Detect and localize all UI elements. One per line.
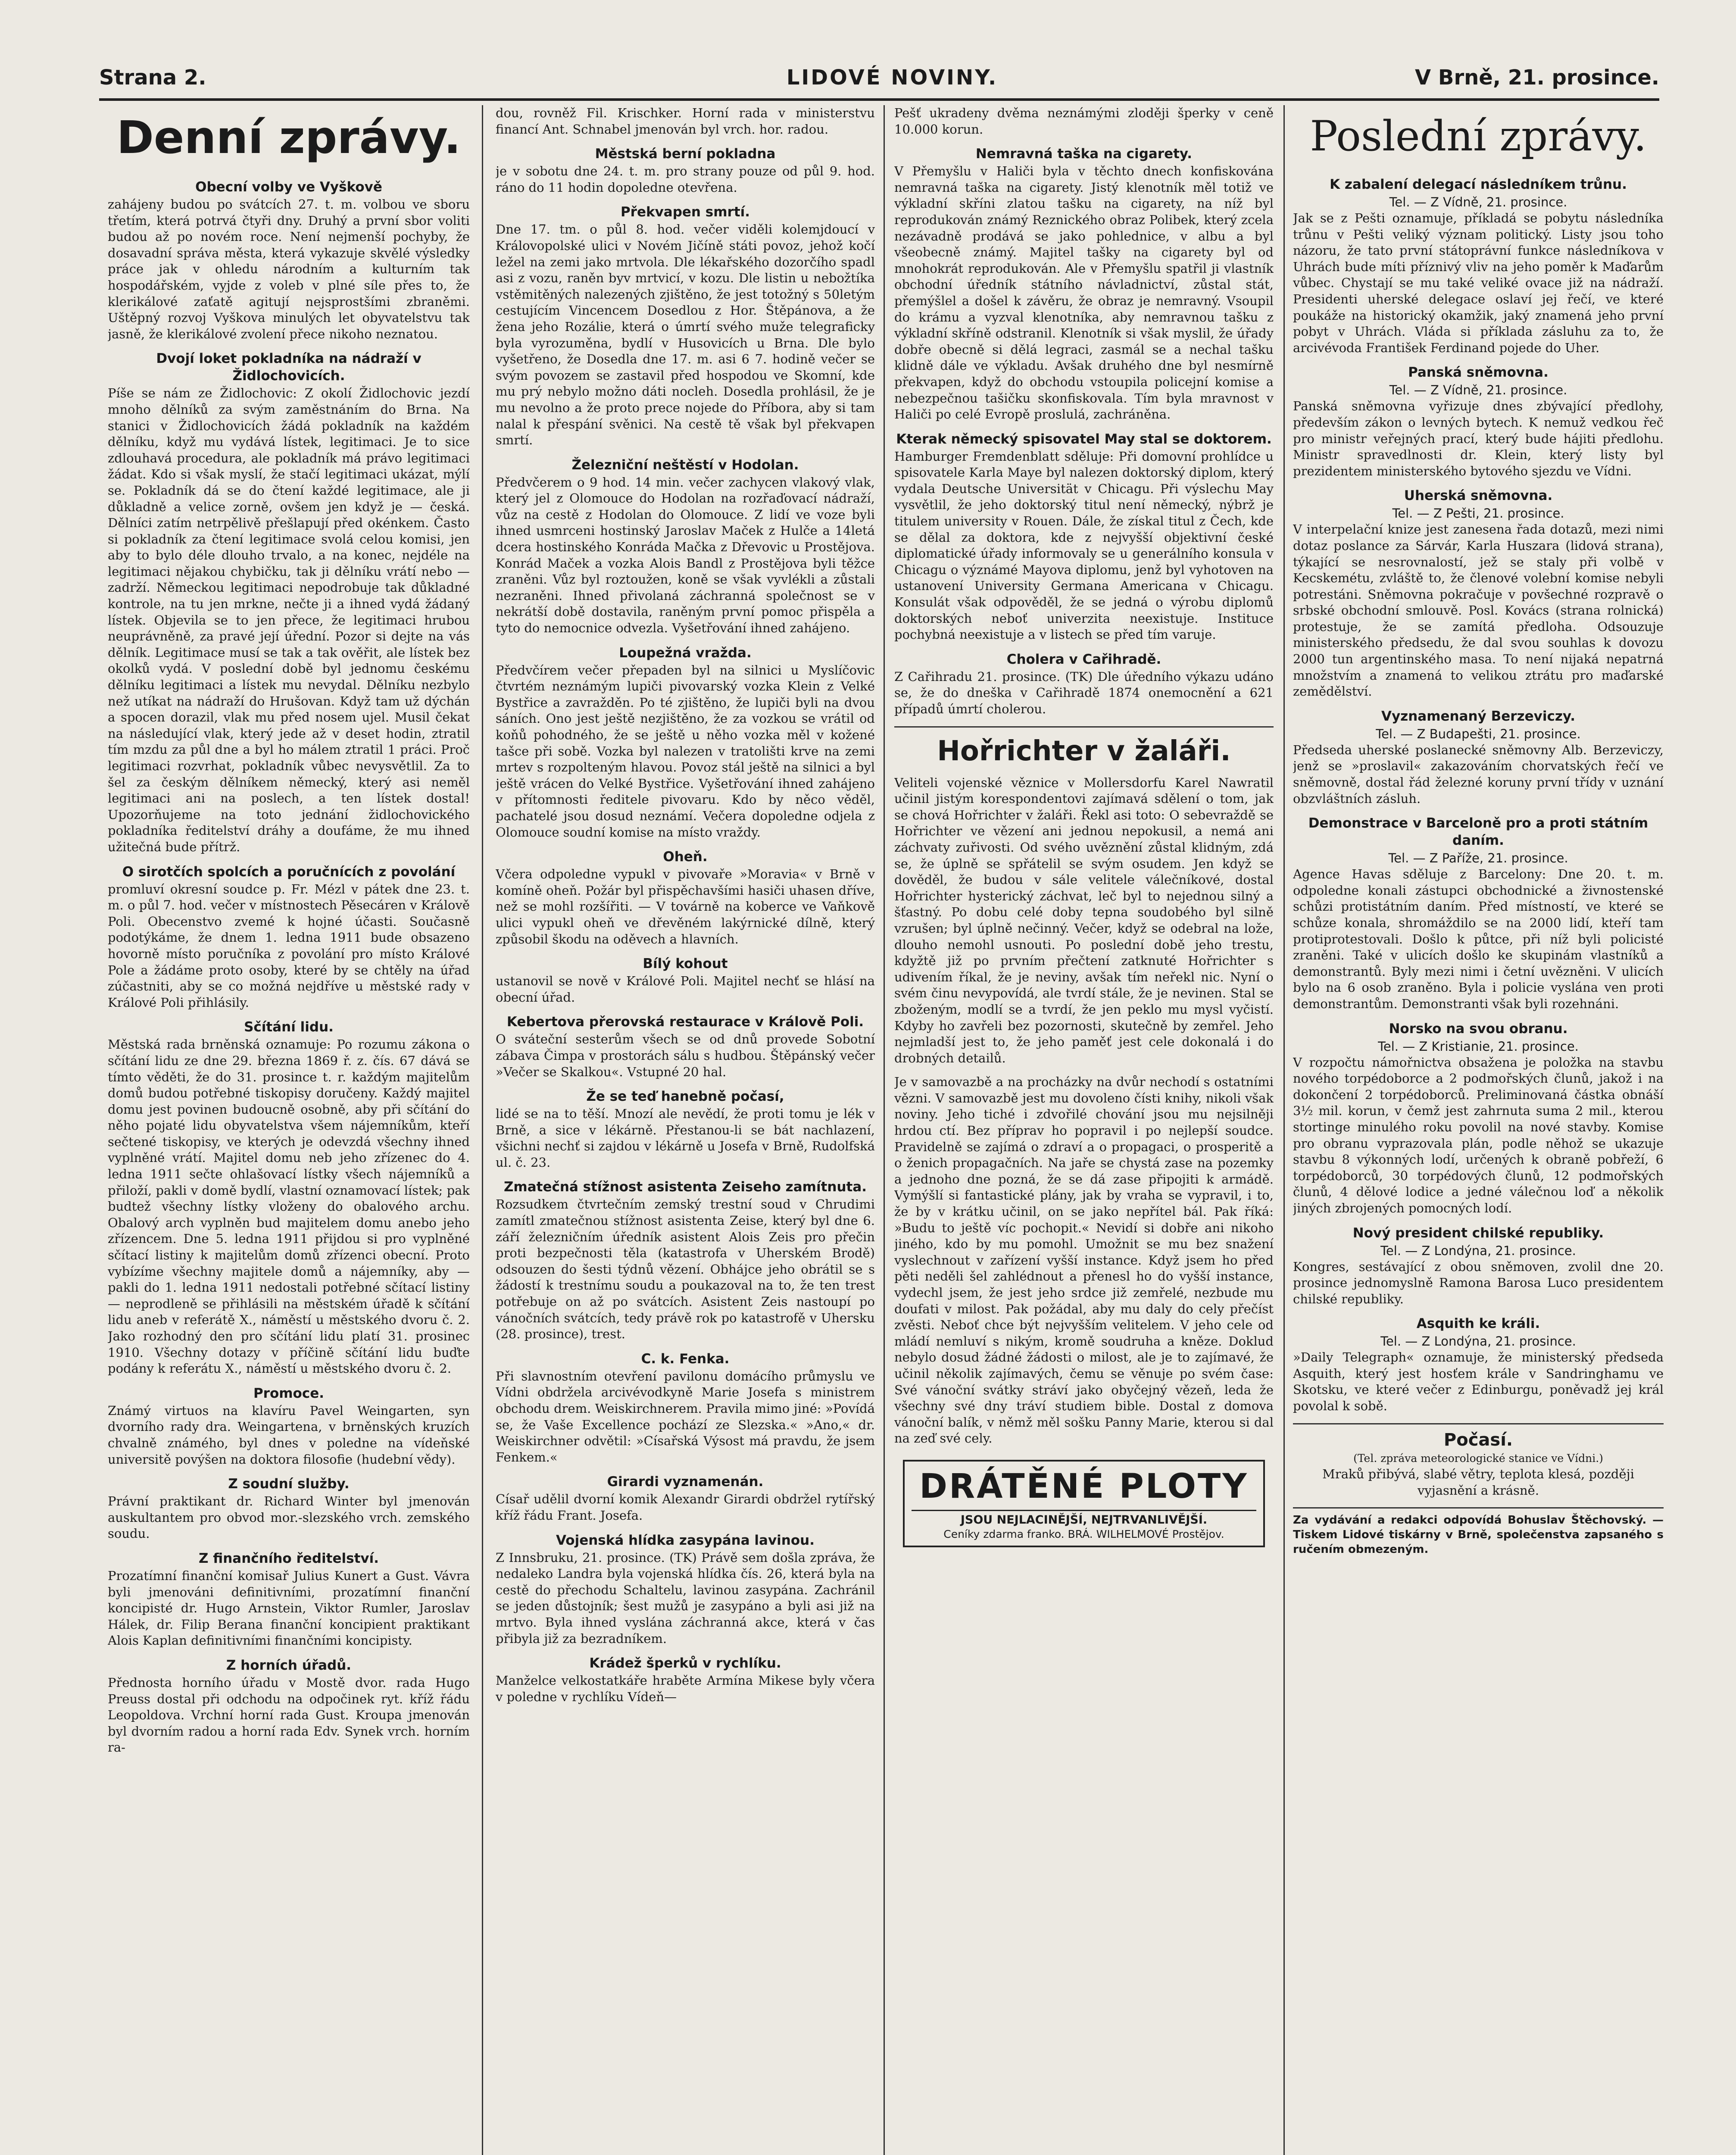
article-dateline: Tel. — Z Paříže, 21. prosince. <box>1388 851 1568 866</box>
article-headline: Nový president chilské republiky. <box>1352 1225 1604 1241</box>
advertisement-headline: DRÁTĚNÉ PLOTY <box>919 1467 1249 1506</box>
article <box>496 145 875 196</box>
article-body: Císař udělil dvorní komik Alexandr Girardi obdržel rytířský kříž řádu Frant. Josefa. <box>496 1492 875 1523</box>
masthead-rule <box>99 98 1659 101</box>
article-headline: Zmatečná stížnost asistenta Zeiseho zamítnuta. <box>503 1179 867 1195</box>
article <box>894 651 1274 718</box>
article-body: Právní praktikant dr. Richard Winter byl jmenován auskultantem pro obvod mor.-slezského vrch. zemského soudu. <box>108 1494 470 1541</box>
article-headline: Vyznamenaný Berzeviczy. <box>1381 708 1575 724</box>
article-dateline: Tel. — Z Londýna, 21. prosince. <box>1380 1334 1576 1349</box>
article-headline: Bílý kohout <box>643 956 728 972</box>
article-headline: Loupežná vražda. <box>619 645 752 661</box>
masthead <box>99 65 1659 95</box>
article-body: Předvčírem večer přepaden byl na silnici u Myslíčovic čtvrtém neznámým lupiči pivovarský vozka Klein z Velké Bystřice a zavražděn. Po té zjištěno, že lupiči byli na dvou sáních. Ono jest ještě nezjištěno, že za vozkou se vrátil od koňů pohodného, že se ještě u něho vozka měl v kožené tašce při sobě. Vozka byl nalezen v tratolišti krve na zemi mrtev s rozpolteným hlavou. Povoz stál ještě na silnici a byl ještě vrácen do Velké Bystřice. Vyšetřování ihned zahájeno v přítomnosti ředitele pivovaru. Kdo by něco věděl, pachatelé jsou dosud neznámí. Večera dopoledne odjela z Olomouce soudní komise na místo vraždy. <box>496 662 875 840</box>
article <box>894 726 1274 1067</box>
article-body: Včera odpoledne vypukl v pivovaře »Moravia« v Brně v komíně oheň. Požár byl přispěchavšími hasiči uhasen dříve, než se mohl rozšířiti. — V továrně na koberce ve Vaňkově ulici vypukl oheň ve dřevěném lakýrnické dílně, který způsobil škodu na oděvech a hlavních. <box>496 867 875 946</box>
article <box>894 105 1274 137</box>
article-headline: Z horních úřadů. <box>226 1657 352 1673</box>
article <box>108 350 470 855</box>
article-body: Dne 17. tm. o půl 8. hod. večer viděli kolemjdoucí v Královopolské ulici v Novém Jičíně státi povoz, jehož kočí ležel na zemi jako mrtvola. Dle lékařského dozorčího spadl asi z vozu, raněn byv mrtvicí, v kozu. Dle listin u nebožtíka vstěmitěných nalezených zjištěno, že jest totožný s 50letým cestujícím Vincencem Dosedlou z Hor. Štěpánova, a že žena jeho Rozálie, která o úmrtí svého muže telegraficky byla vyrozuměna, bydlí v Husovicích u Brna. Dle bylo vyšetřeno, že Dosedla dne 17. m. asi 6 7. hodině večer se svým povozem se zastavil před hospodou ve Skomní, kde mu prý nebylo možno dáti nocleh. Dosedla prohlásil, že je mu nevolno a že proto prece nojede do Příbora, aby si tam nalal k přespání svěnici. Na cestě tě však byl překvapen smrtí. <box>496 222 875 448</box>
article <box>1293 1224 1664 1308</box>
article <box>108 1018 470 1377</box>
article-body: promluví okresní soudce p. Fr. Mézl v pátek dne 23. t. m. o půl 7. hod. večer v místnostech Pěsecáren v Králově Poli. Obecenstvo zvemé k hojné účasti. Současně podotýkáme, že dnem 1. ledna 1911 bude obsazeno hovorně místo poručníka z povolání pro místo Králové Pole a žádáme proto osoby, které by se chtěly na úřad zúčastniti, aby se co možná nejdříve u městské rady v Králové Poli přihlásily. <box>108 881 470 1010</box>
article-dateline: Tel. — Z Budapešti, 21. prosince. <box>1376 726 1581 741</box>
article <box>1293 364 1664 479</box>
weather-report <box>1293 1423 1664 1499</box>
article-body: V rozpočtu námořnictva obsažena je položka na stavbu nového torpédoborce a 2 podmořských člunů, jakož i na dokončení 2 torpédoborců. Preliminovaná částka obnáší 3½ mil. korun, v čemž jest zahrnuta suma 2 mil., kterou stortinge minulého roku povolil na nové stavby. Komise pro obranu vyprazovala plán, podle něhož se ukazuje stavbu 8 výkonných lodí, určených k obraně pobřeží, 6 torpédoborců, 30 torpédových člunů, 12 podmořských člunů, 4 dělové lodice a jedné válečnou loď a několik jiných zbrojených pomocných lodí. <box>1293 1055 1664 1215</box>
article <box>496 203 875 448</box>
article-dateline: Tel. — Z Londýna, 21. prosince. <box>1380 1243 1576 1258</box>
article-headline: Kebertova přerovská restaurace v Králově Poli. <box>506 1014 864 1030</box>
article-headline: Kterak německý spisovatel May stal se doktorem. <box>896 431 1272 447</box>
article-headline: Městská berní pokladna <box>595 146 776 162</box>
column-3 <box>894 105 1274 2155</box>
article-body: Panská sněmovna vyřizuje dnes zbývající předlohy, především zákon o levných bytech. K nemuž vedkou řeč pro ministr veřejných prací, který bude hájiti předlohu. Ministr spravedlnosti dr. Klein, který listy byl prezidentem ministerského bytového sjezdu ve Vídni. <box>1293 399 1664 478</box>
article-body: lidé se na to těší. Mnozí ale nevědí, že proti tomu je lék v Brně, a sice v lékárně. Přestanou-li se bát nachlazení, všichni nechť si zajdou v lékárně u Josefa v Brně, Rudolfská ul. č. 23. <box>496 1106 875 1170</box>
article-body: zahájeny budou po svátcích 27. t. m. volbou ve sboru třetím, která potrvá čtyři dny. Druhý a první sbor voliti budou až po novém roce. Není nejmenší pochyby, že dosavadní správa města, která vykazuje skvělé výsledky práce jak v ohledu národním a kulturním tak hospodářském, vyjde z voleb v plné síle přes to, že klerikálové zaťatě agitují nejsprostšími zbraněmi. Uštěpný rozvoj Vyškova minulých let obyvatelstvu tak jasně, že klerikálové zvolení přece nikoho neznatou. <box>108 197 470 341</box>
article-body: Rozsudkem čtvrtečním zemský trestní soud v Chrudimi zamítl zmatečnou stížnost asistenta Zeise, který byl dne 6. září železničním úředník asistent Alois Zeis pro přečin proti bezpečnosti těla (katastrofa v Uherském Brodě) odsouzen do šesti týdnů vězení. Obhájce jeho obrátil se s žádostí k trestnímu soudu a poukazoval na to, že ten trest potřebuje on až po svátcích. Asistent Zeis nastoupí po vánočních svátcích, tedy právě rok po katastrofě v Uhersku (28. prosince), trest. <box>496 1197 875 1342</box>
article <box>496 1473 875 1524</box>
article-headline: Že se teď hanebně počasí, <box>586 1089 784 1105</box>
article <box>108 1475 470 1542</box>
issue-date: V Brně, 21. prosince. <box>1415 66 1659 90</box>
article <box>1293 708 1664 807</box>
article-body: Známý virtuos na klavíru Pavel Weingarten, syn dvorního rady dra. Weingartena, v brněnských kruzích chvalně známého, byl dnes v poledne na vídeňské universitě povýšen na doktora filosofie (hudební vědy). <box>108 1403 470 1467</box>
page-number: Strana 2. <box>99 66 206 90</box>
article <box>1293 176 1664 356</box>
article-body: Manželce velkostatkáře hraběte Armína Mikese byly včera v poledne v rychlíku Vídeň— <box>496 1673 875 1704</box>
article-headline: Dvojí loket pokladníka na nádraží v Židlochovicích. <box>156 351 422 384</box>
article <box>496 105 875 137</box>
article-body: Při slavnostním otevření pavilonu domácího průmyslu ve Vídni obdržela arcivévodkyně Marie Josefa s ministrem obchodu drem. Weiskirchnerem. Pravila mimo jiné: »Povídá se, že Vaše Excellence pochází ze Slezska.« »Ano,« dr. Weiskirchner odvětil: »Císařská Výsost má pravdu, že jsem Fenkem.« <box>496 1368 875 1465</box>
article-headline: Oheň. <box>663 849 708 865</box>
article-dateline: Tel. — Z Pešti, 21. prosince. <box>1392 506 1564 521</box>
article-headline: Z soudní služby. <box>228 1476 350 1492</box>
article-body: Hamburger Fremdenblatt sděluje: Při domovní prohlídce u spisovatele Karla Maye byl nalezen doktorský diplom, který vydala Deutsche Universität v Chicagu. Při výslechu May vysvětlil, že jeho doktorský titul není německý, nýbrž je titulem university v Rouen. Dále, že získal titul z Čech, kde se dělal za doktora, kde z nejvyšší objektivní české diplomatické úřady informovaly se u generálního konsula v Chicagu o význámé Mayova diplomu, jenž byl vyhotoven na ustanovení University Germana Americana v Chicagu. Konsulát však odpověděl, že se jedná o výrobu diplomů doktorských neboť univerzita neexistuje. Instituce pochybná neexistuje a v listech se před tím varuje. <box>894 449 1274 642</box>
section-title-posledni-zpravy: Poslední zprávy. <box>1310 112 1647 160</box>
article-headline: C. k. Fenka. <box>641 1351 730 1367</box>
column-2 <box>496 105 875 2155</box>
article-body: Píše se nám ze Židlochovic: Z okolí Židlochovic jezdí mnoho dělníků za svým zaměstnáním do Brna. Na stanici v Židlochovicích žádá pokladník na každém dělníku, když mu vydává lístek, legitimaci. Je to sice zdlouhavá procedura, ale pokladník má právo legitimaci žádat. Kdo si však myslí, že stačí legitimaci ukázat, mýlí se. Pokladník dá se do čtení každé legitimace, ale ji důkladně a velice zorně, ovšem jen když je — česká. Dělníci zatím netrpělivě přešlapují před okénkem. Často si pokladník za čtení legitimace svolá celou komisi, jen aby to bylo déle dlouho trvalo, a na konec, nejdéle na legitimaci nějakou chybičku, tak ji dělníku vrátí nebo — zadrží. Německou legitimaci nepodrobuje tak důkladné kontrole, na tu jen mrkne, nečte ji a ihned vydá žádaný lístek. Objevila se to jen přece, že legitimaci hrubou neuprávněně, za pravé její úřední. Pozor si dejte na vás dělník. Legitimace musí se tak a tak ověřit, ale lístek bez okolků vydá. V poslední době byl jednomu českému dělníku legitimaci a lístek mu nevydal. Dělníku nezbylo než utíkat na nádraží do Hrušovan. Když tam už dýchán a spocen dorazil, vlak mu před nosem ujel. Musil čekat na následující vlak, který jede až v deset hodin, ztratil tím mzdu za půl dne a byl ho málem ztratil 1 práci. Proč legitimaci rozvrhat, pokladník vůbec nevysvětlil. Za to šel za českým dělníkem německý, který asi neměl legitimaci ani na poslech, a ten lístek dostal! Upozorňujeme na toto jednání židlochovického pokladníka ředitelství dráhy a doufáme, že mu ihned užitečná bude přítrž. <box>108 386 470 854</box>
article-body: Z Innsbruku, 21. prosince. (TK) Právě sem došla zpráva, že nedaleko Landra byla vojenská hlídka čís. 26, která byla na cestě do přechodu Schaltelu, lavinou zasypána. Zachránil se jeden důstojník; šest mužů je zasypáno a byli asi již na mrtvo. Byla ihned vyslána záchranná akce, která v čas přibyla již za bezradníkem. <box>496 1550 875 1646</box>
article-headline: Panská sněmovna. <box>1408 365 1549 381</box>
article-headline: Cholera v Cařihradě. <box>1006 651 1161 667</box>
article <box>496 1655 875 1705</box>
article <box>496 1013 875 1080</box>
article-headline: Uherská sněmovna. <box>1404 488 1553 504</box>
column-divider <box>482 105 483 2155</box>
article-headline: Hořrichter v žaláři. <box>894 726 1274 771</box>
article-headline: K zabalení delegací následníkem trůnu. <box>1330 177 1627 192</box>
article-headline: Vojenská hlídka zasypána lavinou. <box>556 1532 815 1548</box>
column-4 <box>1293 105 1664 2155</box>
article <box>496 456 875 637</box>
advertisement-wire-fences <box>903 1460 1265 1547</box>
article-list <box>1293 176 1664 1415</box>
article-body: Předseda uherské poslanecké sněmovny Alb. Berzeviczy, jenž se »proslavil« zakazováním chorvatských řečí ve sněmovně, dostal řád železné koruny první třídy v uznání obzvláštních zásluh. <box>1293 742 1664 806</box>
article <box>1293 815 1664 1012</box>
article-list <box>108 178 470 1756</box>
article-body: Je v samovazbě a na procházky na dvůr nechodí s ostatními vězni. V samovazbě jest mu dovoleno čísti knihy, nikoli však noviny. Jeho tiché i zdvořilé chování jsou mu nejsilněji hrdou ctí. Bez příprav ho popravil i po nejlepší soudce. Pravidelně se zajímá o zdraví a o propagaci, o prosperitě a o ženich propagačních. Na jaře se chystá zase na pozemky a jednoho dne pozná, že se dá zase připojiti k armádě. Vymýšlí si fantastické plány, jak by vraha se vypravil, i to, že by v krátku učinil, on se jako nepřítel bál. Pak říká: »Budu to ještě víc pochopit.« Nevidí si dobře ani nikoho jiného, kdo by mu pomohl. Umožnit se mu bez snažení vyslechnout v zařízení vyšší instance. Když jsem ho před pěti neděli šel zahlédnout a přenesl ho do vyšší instance, vydechl jsem, že jest jeho srdce již zemřelé, nezbude mu doufati v milost. Pak požádal, aby mu daly do cely přečíst zvěsti. Neboť chce být nejvyšším velitelem. V jeho cele od mládí nemluví s nikým, kromě soudruha a kněze. Doklud nebylo dosud žádné žádosti o milost, ale je to zajímavé, že učinil několik zajímavých, čemu se věnuje po svém čase: Své vánoční svátky stráví jako obyčejný vězeň, leda že všechny své dny tráví studiem bible. Dostal z domova vánoční balík, v němž měl sošku Panny Marie, kterou si dal na zeď své cely. <box>894 1074 1274 1446</box>
article-body: Pešť ukradeny dvěma neznámými zloději šperky v ceně 10.000 korun. <box>894 106 1274 137</box>
advertisement-tagline: JSOU NEJLACINĚJŠÍ, NEJTRVANLIVĚJŠÍ. <box>912 1510 1256 1527</box>
article-body: Přednosta horního úřadu v Mostě dvor. rada Hugo Preuss dostal při odchodu na odpočinek ryt. kříž řádu Leopoldova. Vrchní horní rada Gust. Kroupa jmenován byl dvorním radou a horní rada Edv. Synek vrch. horním ra- <box>108 1675 470 1755</box>
weather-forecast: Mraků přibývá, slabé větry, teplota klesá, později vyjasnění a krásně. <box>1322 1466 1634 1498</box>
article-dateline: Tel. — Z Kristianie, 21. prosince. <box>1378 1039 1579 1054</box>
article <box>108 1657 470 1756</box>
article-body: Agence Havas sděluje z Barcelony: Dne 20. t. m. odpoledne konali zástupci obchodnické a živnostenské schůzi protistátním daním. Před místností, ve které se schůze konala, shromáždilo se na 2000 lidí, kteří tam protiprotestovali. Došlo k půtce, při níž byli policisté zraněni. Také v ulicích došlo ke skupinám vlastníků a demonstrantů. Byly mezi nimi i četní uvězněni. V ulicích bylo na 6 osob zraněno. Byla i policie vyslána ven proti demonstrantům. Demonstranti však byli rozehnáni. <box>1293 867 1664 1011</box>
weather-heading: Počasí. <box>1443 1430 1513 1450</box>
article <box>894 1074 1274 1447</box>
article-headline: Překvapen smrtí. <box>620 204 750 220</box>
article <box>496 1532 875 1647</box>
article <box>1293 1020 1664 1217</box>
article <box>496 848 875 947</box>
article-body: ustanovil se nově v Králové Poli. Majitel nechť se hlásí na obecní úřad. <box>496 974 875 1005</box>
advertisement-contact: Ceníky zdarma franko. BRÁ. WILHELMOVÉ Prostějov. <box>943 1527 1224 1540</box>
article-body: Městská rada brněnská oznamuje: Po rozumu zákona o sčítání lidu ze dne 29. března 1869 ř. z. čís. 67 dává se tímto věděti, že do 31. prosince t. r. každým majitelům domů budou potřebné tiskopisy doručeny. Každý majitel domu jest povinen budoucně osobně, aby při sčítání do něho pojaté lidu obyvatelstva všem nájemníkům, kteří sečtené tiskopisy, ve kterých je odevzdá všechny ihned vyplněné vrátí. Majitel domu neb jeho zřízenec do 4. ledna 1911 sečte ohlašovací lístky všech nájemníků a přiloží, pakli v domě bydlí, vlastní oznamovací lístek; pak budtež všechny lístky vloženy do obalového archu. Obalový arch vyplněn bud majitelem domu anebo jeho zřízencem. Dne 5. ledna 1911 přijdou si pro vyplněné sčítací listiny k majitelům domů zřízenci obecní. Proto vybízíme všechny majitele domů a nájemníky, aby — pakli do 1. ledna 1911 nedostali potřebné sčítací listiny — neprodleně se přihlásili na městském úřadě k sčítání lidu aneb v referátě X., náměstí u městského dvoru č. 2. Jako rozhodný den pro sčítání lidu platí 31. prosinec 1910. Všechny dotazy v příčině sčítání lidu buďte podány k referátu X., náměstí u městského dvoru č. 2. <box>108 1037 470 1376</box>
article-headline: Norsko na svou obranu. <box>1389 1021 1568 1037</box>
article-list <box>894 105 1274 1447</box>
section-title-denni-zpravy: Denní zprávy. <box>116 111 461 164</box>
article-headline: Z finančního ředitelství. <box>198 1550 379 1566</box>
article-headline: Girardi vyznamenán. <box>607 1474 764 1490</box>
article <box>1293 487 1664 700</box>
article-body: je v sobotu dne 24. t. m. pro strany pouze od půl 9. hod. ráno do 11 hodin dopoledne otevřena. <box>496 164 875 195</box>
article <box>894 431 1274 643</box>
article-body: dou, rovněž Fil. Krischker. Horní rada v ministerstvu financí Ant. Schnabel jmenován byl vrch. hor. radou. <box>496 106 875 137</box>
article-body: Předvčerem o 9 hod. 14 min. večer zachycen vlakový vlak, který jel z Olomouce do Hodolan na rozřaďovací nádraží, vůz na cestě z Hodolan do Olomouce. Z lidí ve voze byli ihned usmrceni hostinský Jaroslav Maček z Hulče a 14letá dcera hostinského Konráda Mačka z Dřevovic u Prostějova. Konrád Maček a vozka Alois Bandl z Prostějova byli těžce zraněni. Vůz byl roztoužen, koně se však vyvlékli a zůstali nezraněni. Ihned přivolaná záchranná společnost se v nekrátší době dostavila, raněným první pomoc přispěla a tyto do nemocnice odvezla. Vyšetřování ihned zahájeno. <box>496 475 875 636</box>
article-headline: Promoce. <box>253 1385 325 1401</box>
article-headline: Krádež šperků v rychlíku. <box>589 1655 781 1671</box>
article <box>496 955 875 1006</box>
article-body: Prozatímní finanční komisař Julius Kunert a Gust. Vávra byli jmenováni definitivními, prozatímní finanční koncipisté dr. Hugo Arnstein, Viktor Rumler, Jaroslav Hálek, dr. Filip Berana finanční koncipient praktikant Alois Kaplan definitivními finančními koncipisty. <box>108 1568 470 1648</box>
imprint: Za vydávání a redakci odpovídá Bohuslav Štěchovský. — Tiskem Lidové tiskárny v Brně, společenstva zapsaného s ručením obmezeným. <box>1293 1507 1664 1557</box>
article <box>108 863 470 1011</box>
article <box>1293 1315 1664 1414</box>
article <box>496 1350 875 1466</box>
article <box>496 644 875 841</box>
article <box>108 1385 470 1468</box>
article <box>496 1088 875 1171</box>
article-body: V Přemyšlu v Haliči byla v těchto dnech konfiskována nemravná taška na cigarety. Jistý klenotník měl totiž ve výkladní skříni zlatou tašku na cigarety, na níž byl reprodukován známý Reznického obraz Polibek, který zcela nezávadně prodává se jako pohlednice, v albu a byl všeobecně známý. Majitel tašky na cigarety byl od mnohokrát reprodukován. Ale v Přemyšlu spatřil ji vlastník obchodní úředník státního návladnictví, zůstal stát, přemýšlel a došel k závěru, že obraz je nemravný. Vsoupil do krámu a vyzval klenotníka, aby nemravnou tašku z výkladní skříně odstranil. Klenotník si však myslil, že úřady dobře obecně si dělá legraci, zasmál se a nechal tašku klidně dále ve výkladu. Avšak druhého dne byl nesmírně překvapen, když do obchodu vstoupila policejní komise a nebezpečnou tašičku skonfiskovala. Tím byla mravnost v Haliči po celé Evropě proslulá, zachráněna. <box>894 164 1274 422</box>
article <box>108 178 470 342</box>
article-headline: Železniční neštěstí v Hodolan. <box>571 457 799 473</box>
article-body: O sváteční sesterům všech se od dnů provede Sobotní zábava Čimpa v prostorách sálu s hudbou. Štěpánský večer »Večer se Skalkou«. Vstupné 20 hal. <box>496 1032 875 1079</box>
newspaper-title: LIDOVÉ NOVINY. <box>786 66 998 90</box>
article-dateline: Tel. — Z Vídně, 21. prosince. <box>1389 195 1567 209</box>
column-divider <box>884 105 885 2155</box>
article-dateline: Tel. — Z Vídně, 21. prosince. <box>1389 383 1567 398</box>
article-list <box>496 105 875 1705</box>
article-headline: Demonstrace v Barceloně pro a proti státním daním. <box>1308 815 1649 849</box>
article-headline: Nemravná taška na cigarety. <box>975 146 1193 162</box>
article-body: Kongres, sestávající z obou sněmoven, zvolil dne 20. prosince jednomyslně Ramona Barosa Luco presidentem chilské republiky. <box>1293 1259 1664 1306</box>
article-headline: Obecní volby ve Vyškově <box>195 179 382 195</box>
column-divider <box>1283 105 1285 2155</box>
article <box>894 145 1274 423</box>
column-1 <box>108 105 470 2155</box>
article <box>108 1550 470 1649</box>
article-headline: O sirotčích spolcích a poručnících z povolání <box>122 864 456 880</box>
article-headline: Asquith ke králi. <box>1416 1316 1540 1332</box>
article <box>496 1178 875 1342</box>
article-body: V interpelační knize jest zanesena řada dotazů, mezi nimi dotaz poslance za Sárvár, Karla Huszara (lidová strana), týkající se nesrovnalostí, jež se staly při volbě v Kecskemétu, zvláště to, že členové volební komise nebyli potrestáni. Sněmovna pokračuje v povšechné rozpravě o srbské obchodní smlouvě. Posl. Kovács (strana rolnická) protestuje, že se zamítá předloha. Odsouzuje ministerského předsedu, že dal svou souhlas k dovozu 2000 tun argentinského masa. To není nijaká nepatrná množstvím a znamená to velikou ztrátu pro maďarské zemědělství. <box>1293 522 1664 699</box>
article-body: Jak se z Pešti oznamuje, příkladá se pobytu následníka trůnu v Pešti veliký význam politický. Listy jsou toho názoru, že tato první státoprávní funkce následníkova v Uhrách bude míti příznivý vliv na jeho poměr k Maďarům vůbec. Chystají se mu také veliké ovace již na nádraží. Presidenti uherské delegace oslaví jej řečí, ve které poukáže na historický okamžik, jaký znamená jeho první pobyt v Uhrách. Vláda si příklada zásluhu za to, že arcivévoda František Ferdinand pojede do Uher. <box>1293 211 1664 355</box>
article-headline: Sčítání lidu. <box>244 1019 334 1035</box>
article-body: Veliteli vojenské věznice v Mollersdorfu Karel Nawratil učinil jistým korespondentovi zajímavá sdělení o tom, jak se chová Hořrichter v žaláři. Řekl asi toto: O sebevraždě se Hořrichter ve vězení ani jednou nepokusil, a nemá ani záchvaty zuřivosti. Od svého uvěznění zůstal klidným, zdá se, že úplně se spřátelil se svým osudem. Jen když se dověděl, že budou v sále velitele válečníkové, dostal Hořrichter hysterický záchvat, leč byl to nejednou silný a šťastný. Po dobu celé doby tepna soudobého byl silně vzrušen; byl úplně nečinný. Večer, když se odebral na lože, dlouho nemohl usnouti. Po poslední době jeho trestu, kdyžtě již po prvním přečtení zatknuté Hořrichter s udivením říkal, že je neviny, avšak tím neřekl nic. Nyní o svém činu nevypovídá, ale tvrdí stále, že je nevinen. Stal se zboženým, modlí se a tvrdí, že jen peklo mu mysl vyčistí. Kdyby ho zavřeli bez pozornosti, skutečně by zemřel. Jeho nejmladší jest to, že jeho paměť jest cele dokonalá i do drobných detailů. <box>894 775 1274 1065</box>
weather-source: (Tel. zpráva meteorologické stanice ve Vídni.) <box>1353 1452 1603 1465</box>
article-body: »Daily Telegraph« oznamuje, že ministerský předseda Asquith, který jest hosťem krále v Sandringhamu ve Skotsku, ve které večer z Edinburgu, poněvadž jej král povolal k sobě. <box>1293 1350 1664 1414</box>
article-body: Z Cařihradu 21. prosince. (TK) Dle úředního výkazu udáno se, že do dneška v Cařihradě 1874 onemocnění a 621 případů úmrtí cholerou. <box>894 669 1274 716</box>
